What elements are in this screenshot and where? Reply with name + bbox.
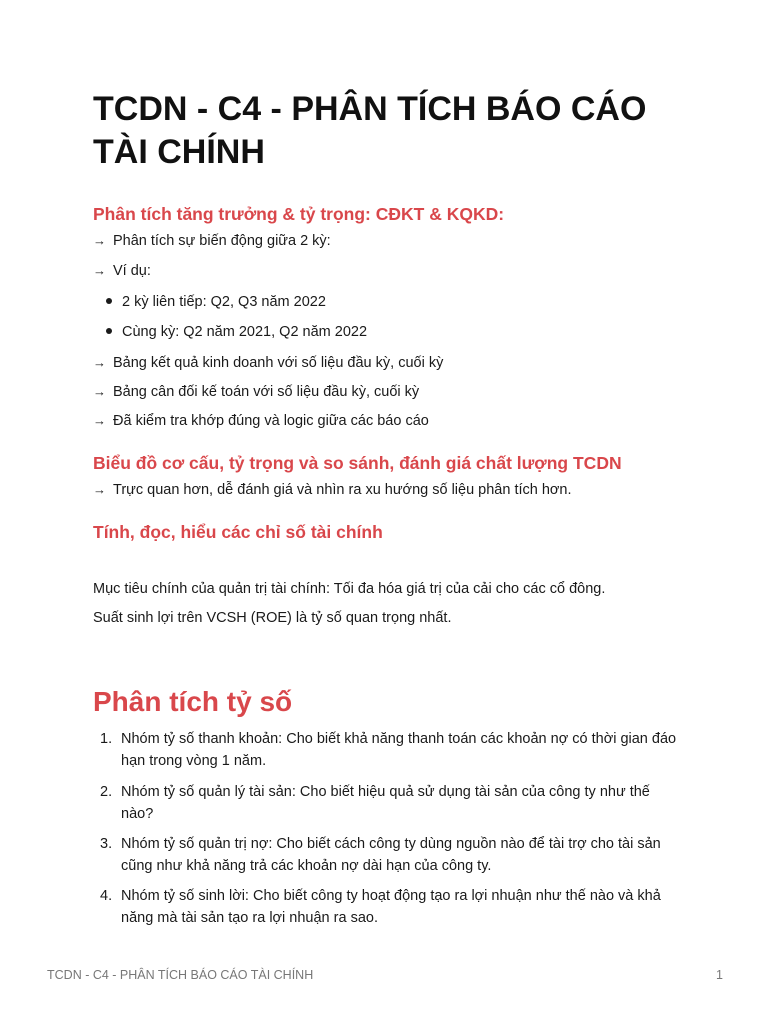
line-text: Ví dụ: (113, 263, 151, 279)
list-number: 4. (100, 888, 113, 904)
page-number: 1 (716, 968, 723, 982)
bullet-text: 2 kỳ liên tiếp: Q2, Q3 năm 2022 (122, 294, 326, 310)
list-number: 1. (100, 731, 113, 747)
line-text: Đã kiểm tra khớp đúng và logic giữa các báo cáo (113, 413, 429, 429)
line-text: Trực quan hơn, dễ đánh giá và nhìn ra xu hướng số liệu phân tích hơn. (113, 482, 572, 498)
arrow-icon: → (93, 233, 106, 248)
list-number: 3. (100, 836, 113, 852)
line-text: Phân tích sự biến động giữa 2 kỳ: (113, 233, 331, 249)
bullet-dot-icon (106, 328, 112, 334)
list-text: Nhóm tỷ số sinh lời: Cho biết công ty hoạt động tạo ra lợi nhuận như thế nào và khả năng mà tài sản tạo ra lợi nhuận ra sao. (121, 888, 661, 926)
arrow-icon: → (93, 384, 106, 399)
arrow-icon: → (93, 355, 106, 370)
list-text: Nhóm tỷ số thanh khoản: Cho biết khả năng thanh toán các khoản nợ có thời gian đáo hạn trong vòng 1 năm. (121, 731, 677, 769)
arrow-line (93, 411, 429, 431)
paragraph: Suất sinh lợi trên VCSH (ROE) là tỷ số quan trọng nhất. (93, 610, 452, 626)
footer-title: TCDN - C4 - PHÂN TÍCH BÁO CÁO TÀI CHÍNH (47, 968, 314, 982)
arrow-line (93, 231, 331, 251)
bullet-item (101, 322, 367, 342)
section-heading-ratios: Tính, đọc, hiểu các chỉ số tài chính (93, 522, 383, 542)
arrow-line (93, 261, 151, 281)
arrow-icon: → (93, 482, 106, 497)
page-title: TCDN - C4 - PHÂN TÍCH BÁO CÁO TÀI CHÍNH (93, 90, 647, 171)
page-footer (47, 968, 723, 982)
bullet-text: Cùng kỳ: Q2 năm 2021, Q2 năm 2022 (122, 324, 368, 340)
arrow-icon: → (93, 413, 106, 428)
arrow-line (93, 382, 419, 402)
arrow-line (93, 480, 572, 500)
list-text: Nhóm tỷ số quản lý tài sản: Cho biết hiệu quả sử dụng tài sản của công ty như thế nào? (121, 784, 650, 822)
arrow-icon: → (93, 263, 106, 278)
bullet-item (101, 292, 326, 312)
paragraph: Mục tiêu chính của quản trị tài chính: Tối đa hóa giá trị của cải cho các cổ đông. (93, 581, 606, 597)
section-heading-charts: Biểu đồ cơ cấu, tỷ trọng và so sánh, đánh giá chất lượng TCDN (93, 453, 622, 473)
arrow-line (93, 353, 443, 373)
list-text: Nhóm tỷ số quản trị nợ: Cho biết cách công ty dùng nguồn nào để tài trợ cho tài sản cũng như khả năng trả các khoản nợ dài hạn của công ty. (121, 836, 661, 874)
bullet-dot-icon (106, 298, 112, 304)
list-number: 2. (100, 784, 113, 800)
line-text: Bảng kết quả kinh doanh với số liệu đầu kỳ, cuối kỳ (113, 355, 444, 371)
section-heading-growth: Phân tích tăng trưởng & tỷ trọng: CĐKT & KQKD: (93, 204, 505, 224)
line-text: Bảng cân đối kế toán với số liệu đầu kỳ, cuối kỳ (113, 384, 420, 400)
section-title-ratio-analysis: Phân tích tỷ số (93, 686, 293, 717)
